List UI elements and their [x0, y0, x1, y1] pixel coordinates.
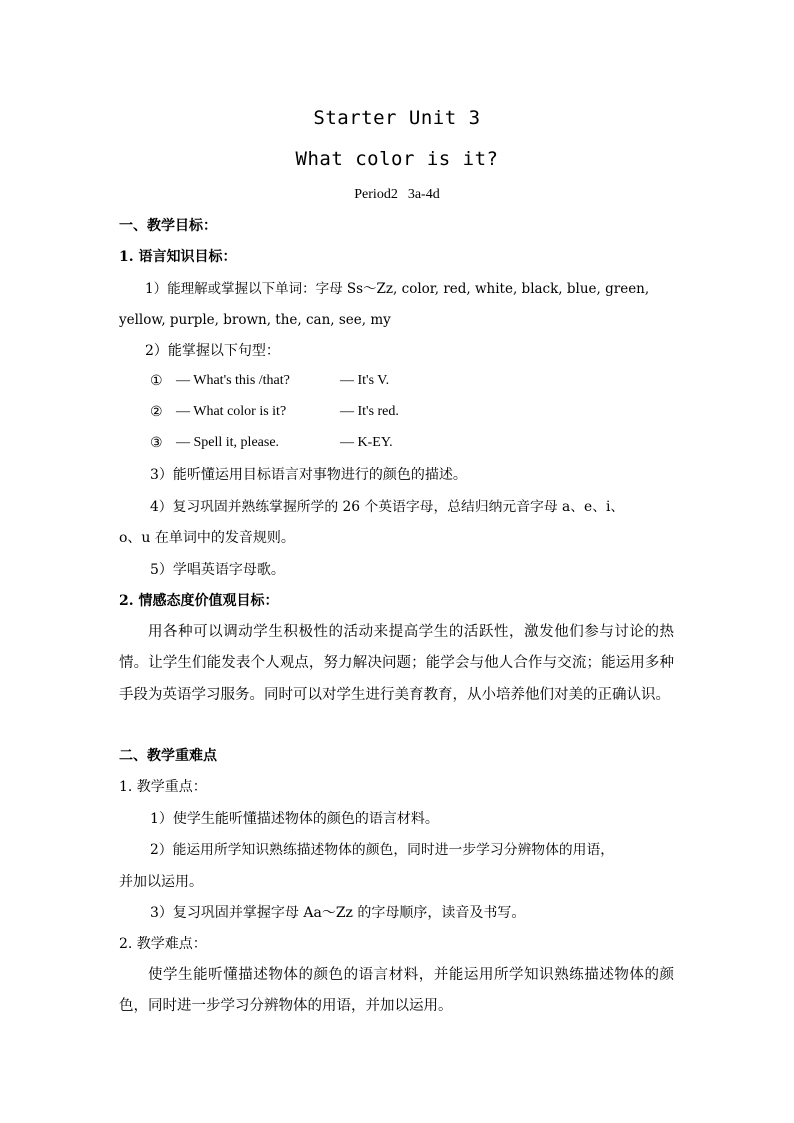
- subheading-teaching-focus: 1. 教学重点：: [119, 779, 207, 795]
- dialog-row-3: [150, 435, 393, 451]
- objective-item-4a: 4）复习巩固并熟练掌握所学的 26 个英语字母，总结归纳元音字母 a、e、i、: [150, 499, 625, 515]
- subheading-language-knowledge: 1. 语言知识目标：: [119, 249, 237, 265]
- dialog-number: ③: [150, 435, 163, 451]
- objective-item-2: 2）能掌握以下句型：: [145, 343, 280, 359]
- dialog-question: — Spell it, please.: [176, 435, 280, 450]
- objective-item-4b: o、u 在单词中的发音规则。: [119, 530, 295, 546]
- subheading-teaching-difficulty: 2. 教学难点：: [119, 936, 207, 952]
- dialog-answer: — It's V.: [340, 373, 390, 388]
- paragraph-teaching-difficulty: 使学生能听懂描述物体的颜色的语言材料，并能运用所学知识熟练描述物体的颜色，同时进一步学习分辨物体的用语，并加以运用。: [119, 967, 674, 1015]
- page-title: Starter Unit 3: [313, 107, 481, 129]
- dialog-number: ②: [150, 404, 163, 420]
- focus-item-3: 3）复习巩固并掌握字母 Aa～Zz 的字母顺序，读音及书写。: [150, 905, 526, 921]
- focus-item-2a: 2）能运用所学知识熟练描述物体的颜色，同时进一步学习分辨物体的用语，: [150, 842, 615, 858]
- focus-item-2b: 并加以运用。: [119, 874, 203, 890]
- dialog-row-1: [150, 373, 390, 389]
- dialog-answer: — It's red.: [340, 404, 399, 419]
- dialog-number: ①: [150, 373, 163, 389]
- objective-item-1b: yellow, purple, brown, the, can, see, my: [119, 312, 391, 328]
- section-heading-objectives: 一、教学目标：: [119, 218, 217, 234]
- subheading-emotional-values: 2. 情感态度价值观目标：: [119, 593, 279, 609]
- objective-item-3: 3）能听懂运用目标语言对事物进行的颜色的描述。: [150, 467, 467, 483]
- dialog-question: — What's this /that?: [176, 373, 290, 388]
- period-line: [0, 187, 794, 203]
- dialog-answer: — K-EY.: [340, 435, 393, 450]
- objective-item-5: 5）学唱英语字母歌。: [150, 562, 285, 578]
- paragraph-emotional-values: 用各种可以调动学生积极性的活动来提高学生的活跃性，激发他们参与讨论的热情。让学生们能发表个人观点，努力解决问题；能学会与他人合作与交流；能运用多种手段为英语学习服务。同时可以对学生进行美育教育，从小培养他们对美的正确认识。: [119, 624, 674, 703]
- dialog-row-2: [150, 404, 399, 420]
- page-subtitle: What color is it?: [295, 148, 499, 170]
- period-range: 3a-4d: [407, 187, 440, 202]
- period-label: Period2: [354, 187, 398, 202]
- objective-item-1a: 1）能理解或掌握以下单词：字母 Ss～Zz, color, red, white, black, blue, green,: [145, 281, 650, 297]
- section-heading-key-points: 二、教学重难点: [119, 748, 217, 764]
- dialog-question: — What color is it?: [176, 404, 287, 419]
- focus-item-1: 1）使学生能听懂描述物体的颜色的语言材料。: [150, 811, 439, 827]
